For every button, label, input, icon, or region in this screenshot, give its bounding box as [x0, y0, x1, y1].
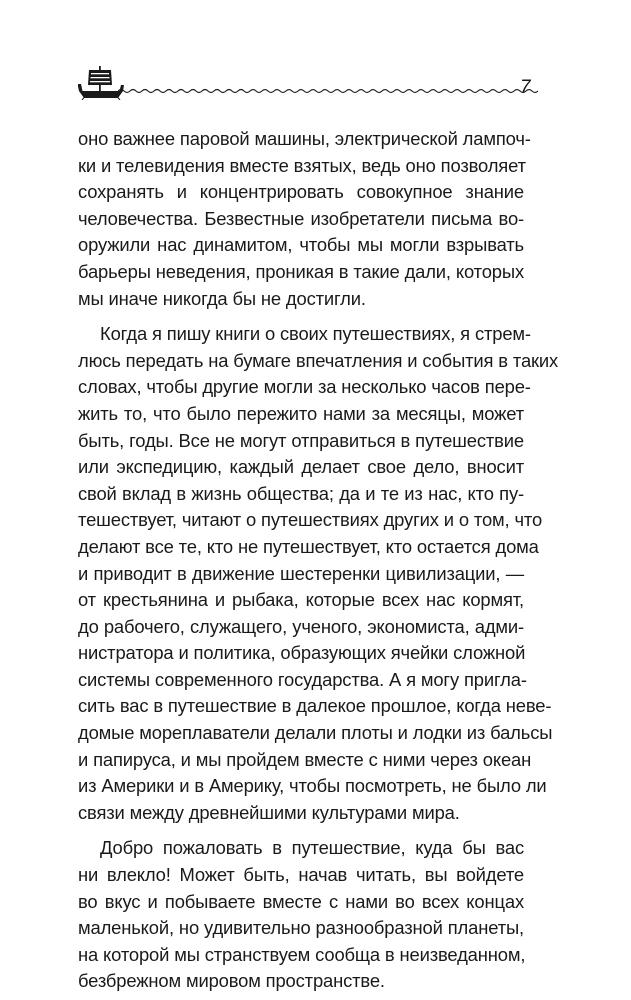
- text-line: или экспедицию, каждый делает свое дело, вносит: [78, 456, 524, 478]
- text-line: Добро пожаловать в путешествие, куда бы вас: [100, 837, 524, 859]
- paragraph-gap: [78, 312, 524, 321]
- body-text: [78, 126, 559, 995]
- text-line: люсь передать на бумаге впечатления и события в таких: [78, 349, 559, 371]
- text-line: до рабочего, служащего, ученого, экономиста, адми-: [78, 615, 524, 637]
- text-line: и приводит в движение шестеренки цивилизации, —: [78, 562, 524, 584]
- text-line: из Америки и в Америку, чтобы посмотреть, не было ли: [78, 775, 547, 797]
- text-line: во вкус и побываете вместе с нами во всех концах: [78, 890, 524, 912]
- text-line: человечества. Безвестные изобретатели письма во-: [78, 207, 524, 229]
- text-line: домые мореплаватели делали плоты и лодки из бальсы: [78, 722, 553, 744]
- text-line: сить вас в путешествие в далекое прошлое, когда неве-: [78, 695, 552, 717]
- text-line: словах, чтобы другие могли за несколько часов пере-: [78, 376, 531, 398]
- text-line: безбрежном мировом пространстве.: [78, 970, 385, 992]
- text-line: связи между древнейшими культурами мира.: [78, 801, 460, 823]
- text-line: тешествует, читают о путешествиях других и о том, что: [78, 509, 543, 531]
- running-header: [78, 64, 548, 104]
- text-line: оно важнее паровой машины, электрической лампоч-: [78, 128, 531, 149]
- text-line: барьеры неведения, проникая в такие дали, которых: [78, 260, 524, 282]
- text-line: ки и телевидения вместе взятых, ведь оно позволяет: [78, 154, 526, 176]
- text-line: Когда я пишу книги о своих путешествиях, я стрем-: [100, 323, 531, 345]
- paragraph: [78, 321, 559, 826]
- text-line: оружили нас динамитом, чтобы мы могли взрывать: [78, 234, 524, 256]
- text-line: на которой мы странствуем сообща в неизведанном,: [78, 943, 526, 965]
- text-line: маленькой, но удивительно разнообразной планеты,: [78, 917, 524, 939]
- text-line: сохранять и концентрировать совокупное знание: [78, 181, 524, 203]
- text-line: ни влекло! Может быть, начав читать, вы войдете: [78, 864, 524, 886]
- page-number: 7: [520, 77, 531, 98]
- text-line: свой вклад в жизнь общества; да и те из нас, кто пу-: [78, 482, 524, 504]
- text-line: жить то, что было пережито нами за месяцы, может: [78, 402, 524, 424]
- text-line: делают все те, кто не путешествует, кто остается дома: [78, 535, 539, 557]
- paragraph: [78, 835, 524, 995]
- text-line: нистратора и политика, образующих ячейки сложной: [78, 642, 526, 664]
- wave-divider: [118, 86, 538, 96]
- text-line: системы современного государства. А я могу пригла-: [78, 668, 527, 690]
- paragraph: [78, 126, 531, 312]
- paragraph-gap: [78, 826, 524, 835]
- text-line: быть, годы. Все не могут отправиться в путешествие: [78, 429, 524, 451]
- text-line: от крестьянина и рыбака, которые всех нас кормят,: [78, 589, 524, 611]
- text-line: мы иначе никогда бы не достигли.: [78, 287, 366, 309]
- text-line: и папируса, и мы пройдем вместе с ними через океан: [78, 748, 532, 770]
